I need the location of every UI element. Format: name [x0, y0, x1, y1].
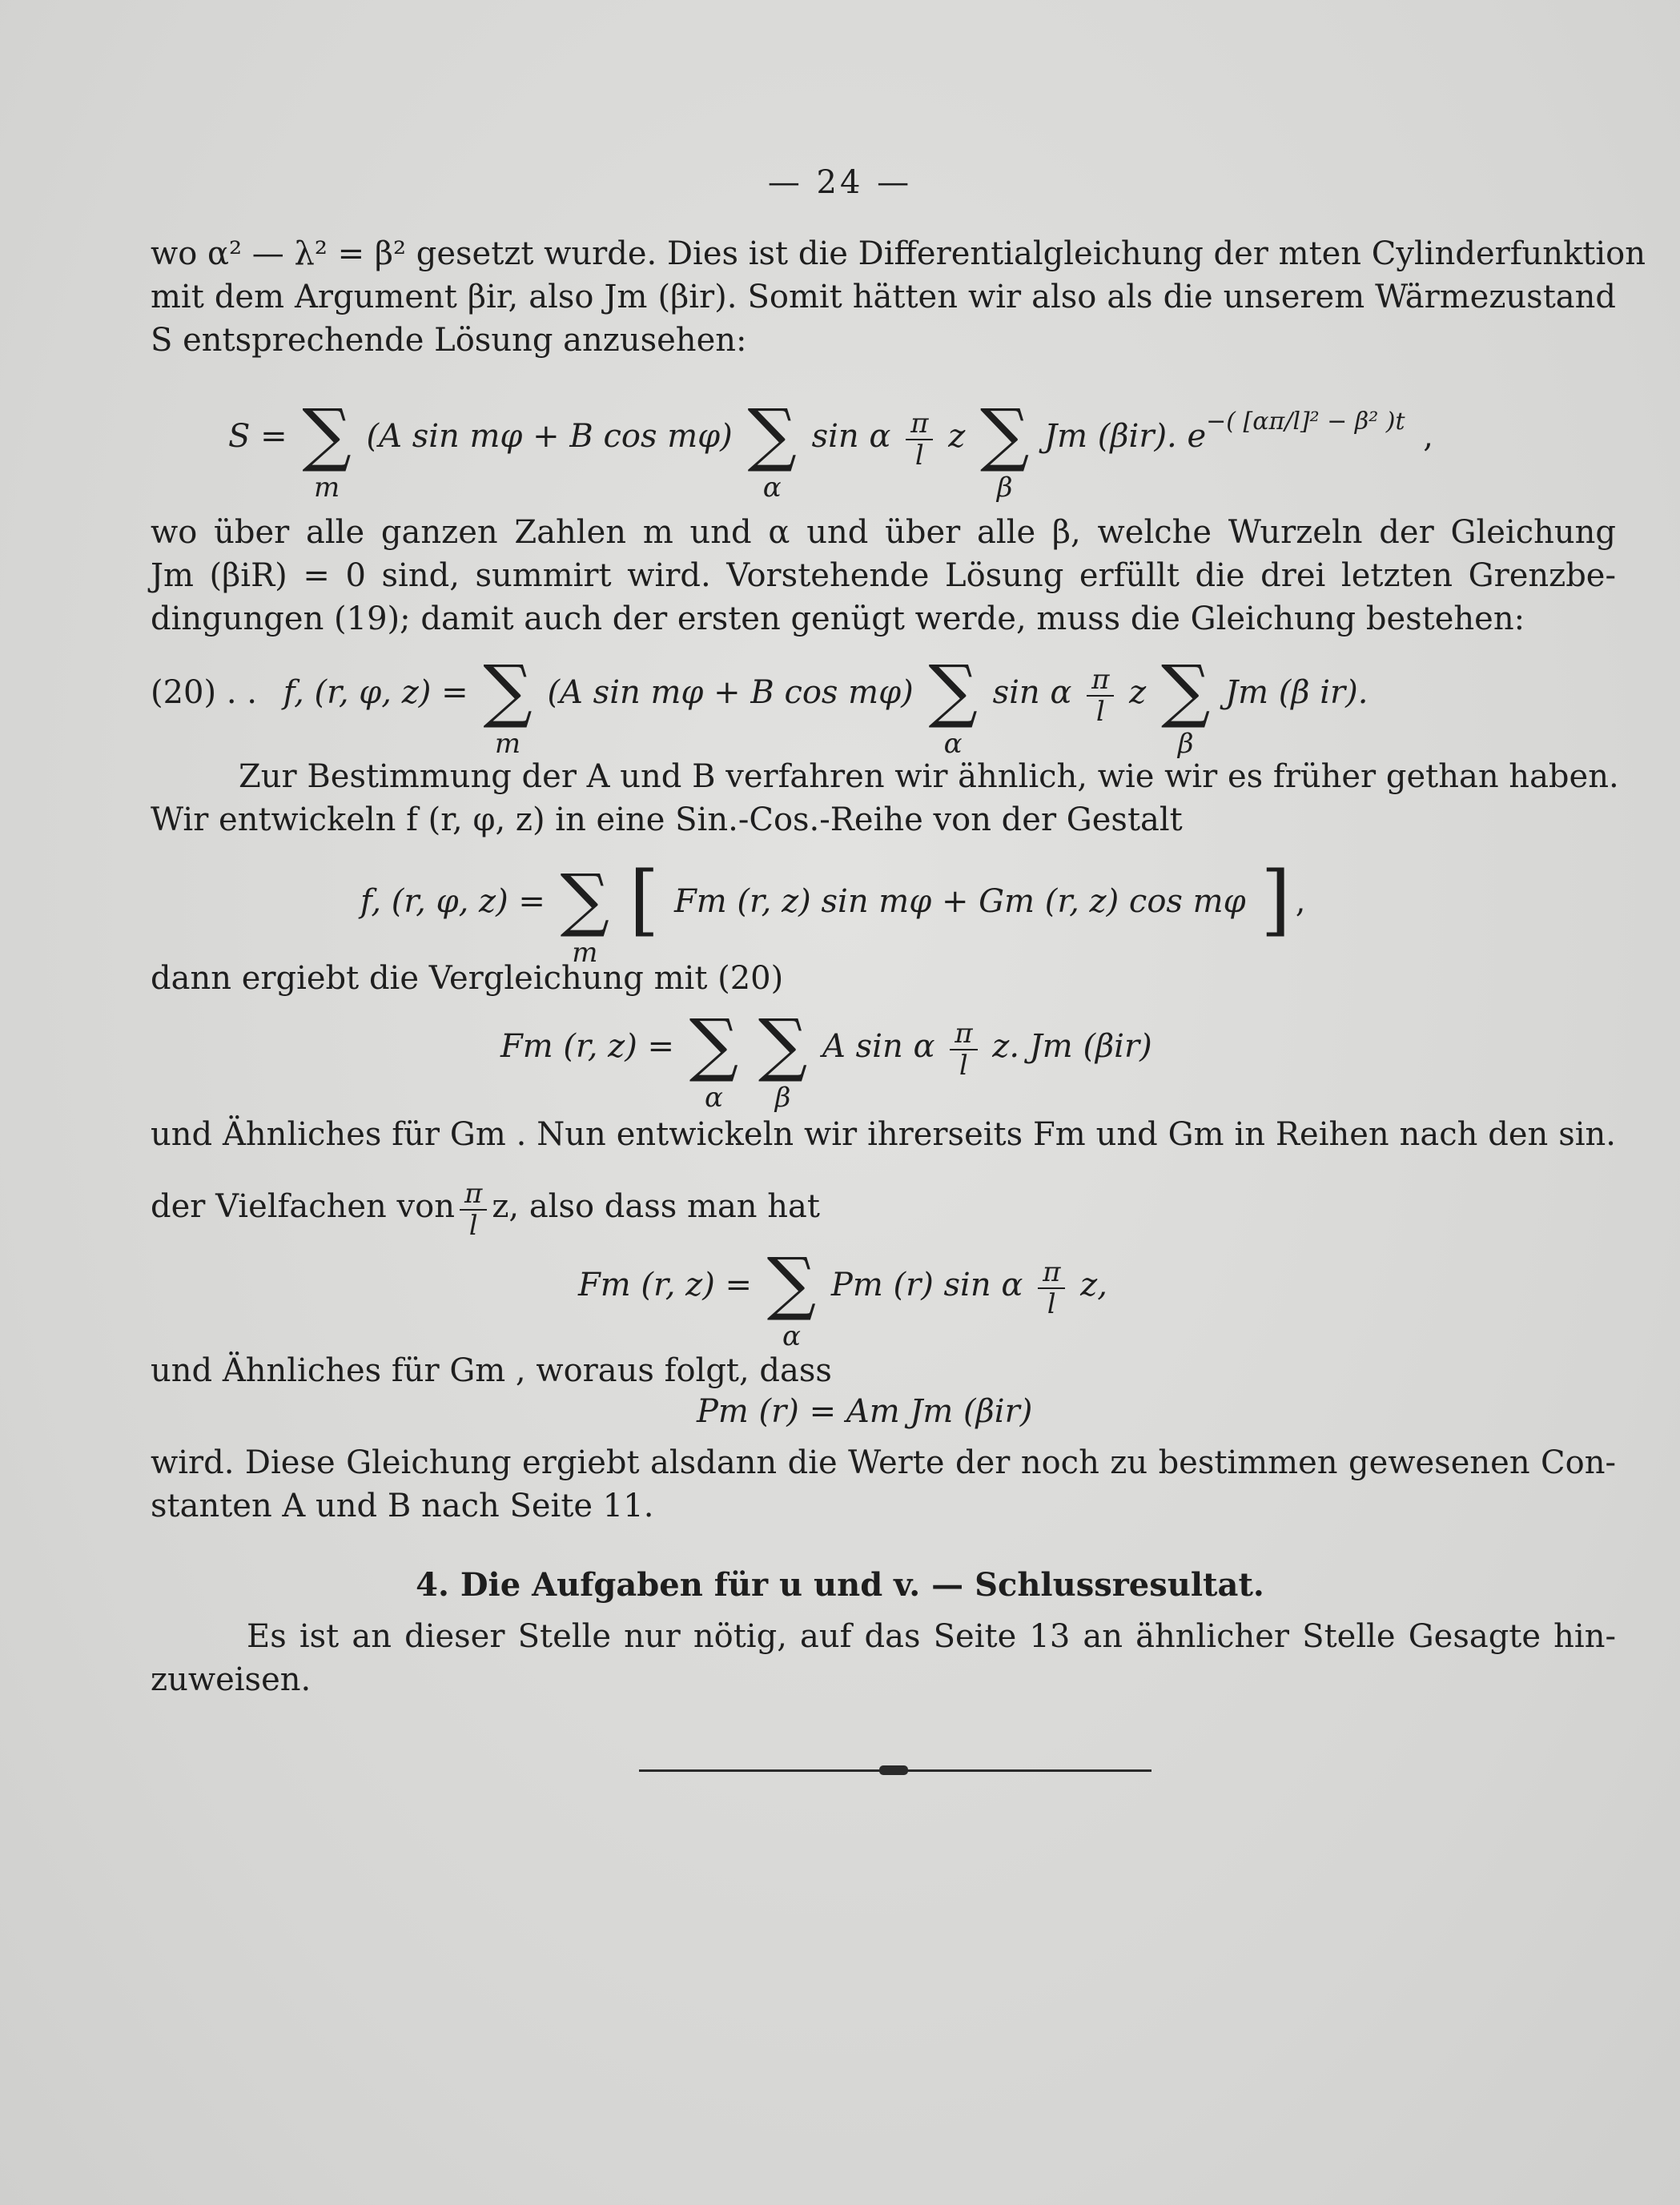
paragraph-6	[151, 1349, 1616, 1392]
fraction-numerator: π	[950, 1018, 977, 1050]
sum-symbol: ∑ β	[980, 395, 1030, 504]
paragraph-3	[151, 755, 1619, 841]
fraction-denominator: l	[1095, 696, 1105, 728]
fraction	[460, 1179, 487, 1241]
sum-index: β	[774, 1082, 791, 1114]
text-line: wo α² — λ² = β² gesetzt wurde. Dies ist die Differentialgleichung der mten Cylinderfunktion	[151, 235, 1646, 272]
text-line	[151, 1178, 1616, 1242]
equation-term: Pm (r) sin α	[830, 1267, 1023, 1303]
paragraph-8	[151, 1615, 1616, 1701]
fraction-numerator: π	[460, 1179, 487, 1211]
left-bracket: [	[629, 855, 660, 945]
page-number: — 24 —	[767, 164, 913, 201]
equation-term: A sin α	[822, 1028, 935, 1065]
sum-symbol: ∑ m	[483, 651, 533, 760]
fraction-numerator: π	[1087, 665, 1114, 697]
fraction	[950, 1018, 977, 1081]
fraction-denominator: l	[468, 1210, 478, 1242]
equation-term: Jm (β ir).	[1225, 674, 1369, 711]
text-line: mit dem Argument βir, also Jm (βir). Somit hätten wir also als die unserem Wärmezustand	[151, 279, 1616, 315]
equation-term: (A sin mφ + B cos mφ)	[366, 418, 733, 455]
sum-symbol: ∑ α	[928, 651, 978, 760]
fraction	[1038, 1257, 1065, 1319]
equation-term: z,	[1080, 1267, 1107, 1303]
text-line: Zur Bestimmung der A und B verfahren wir ähnlich, wie wir es früher gethan haben.	[239, 758, 1619, 795]
sum-symbol: ∑ α	[766, 1243, 817, 1352]
sum-symbol: ∑ α	[689, 1005, 739, 1114]
text-run: der Vielfachen von	[151, 1188, 455, 1225]
sum-index: m	[572, 937, 598, 969]
text-line: dann ergiebt die Vergleichung mit (20)	[151, 960, 784, 997]
sum-index: β	[1177, 728, 1194, 760]
equation-f-series	[360, 855, 1306, 969]
fraction-numerator: π	[906, 408, 933, 440]
text-line: S entsprechende Lösung anzusehen:	[151, 322, 747, 359]
text-line: stanten A und B nach Seite 11.	[151, 1488, 654, 1524]
equation-lhs: Fm (r, z) =	[500, 1028, 675, 1065]
punctuation: ,	[1295, 883, 1306, 920]
equation-term: Jm (βir). e	[1044, 418, 1207, 455]
sum-symbol: ∑ m	[560, 860, 610, 969]
paragraph-5-line-2	[151, 1178, 1616, 1242]
section-heading: 4. Die Aufgaben für u und v. — Schlussresultat.	[416, 1566, 1264, 1604]
text-line: und Ähnliches für Gm , woraus folgt, dass	[151, 1352, 832, 1389]
paragraph-1	[151, 232, 1646, 362]
paragraph-7	[151, 1441, 1616, 1528]
sum-symbol: ∑ m	[302, 395, 352, 504]
fraction-denominator: l	[1047, 1288, 1056, 1320]
fraction	[1087, 665, 1114, 727]
equation-s	[228, 395, 1433, 504]
sum-index: α	[705, 1082, 723, 1114]
equation-20	[151, 651, 1369, 760]
equation-term: sin α	[992, 674, 1072, 711]
punctuation: ,	[1423, 418, 1433, 455]
equation-lhs: S =	[228, 418, 287, 455]
sum-index: α	[943, 728, 963, 760]
sum-index: α	[762, 472, 782, 504]
equation-term: z	[948, 418, 966, 455]
equation-fm-series	[578, 1243, 1107, 1352]
paragraph-4	[151, 957, 1616, 1000]
text-line: Es ist an dieser Stelle nur nötig, auf das Seite 13 an ähnlicher Stelle Gesagte hin-	[247, 1618, 1616, 1655]
equation-lhs: f, (r, φ, z) =	[283, 674, 468, 711]
right-bracket: ]	[1260, 855, 1291, 945]
text-line: wo über alle ganzen Zahlen m und α und über alle β, welche Wurzeln der Gleichung	[151, 514, 1616, 551]
fraction-numerator: π	[1038, 1257, 1065, 1289]
text-line: wird. Diese Gleichung ergiebt alsdann die Werte der noch zu bestimmen gewesenen Con-	[151, 1444, 1616, 1481]
paragraph-5	[151, 1113, 1616, 1156]
text-line: und Ähnliches für Gm . Nun entwickeln wir ihrerseits Fm und Gm in Reihen nach den sin.	[151, 1116, 1616, 1153]
sum-symbol: ∑ α	[747, 395, 797, 504]
equation-label: (20) . .	[151, 674, 257, 711]
text-line: Wir entwickeln f (r, φ, z) in eine Sin.-Cos.-Reihe von der Gestalt	[151, 801, 1183, 838]
text-line: dingungen (19); damit auch der ersten genügt werde, muss die Gleichung bestehen:	[151, 600, 1525, 637]
equation-term: z. Jm (βir)	[992, 1028, 1152, 1065]
sum-index: α	[782, 1320, 801, 1352]
equation-lhs: f, (r, φ, z) =	[360, 883, 545, 920]
text-run: z, also dass man hat	[492, 1188, 820, 1225]
equation-term: sin α	[811, 418, 891, 455]
equation-term: (A sin mφ + B cos mφ)	[547, 674, 914, 711]
equation-lhs: Fm (r, z) =	[578, 1267, 753, 1303]
divider-ornament	[879, 1765, 908, 1775]
sum-index: m	[313, 472, 340, 504]
fraction	[906, 408, 933, 471]
text-line: zuweisen.	[151, 1661, 311, 1698]
exponent: −( [απ/l]² − β² )t	[1206, 408, 1405, 436]
fraction-denominator: l	[914, 440, 924, 472]
sum-symbol: ∑ β	[1160, 651, 1211, 760]
equation-fm-double-sum	[500, 1005, 1152, 1114]
equation-term: z	[1129, 674, 1147, 711]
paragraph-2	[151, 511, 1616, 641]
sum-index: m	[494, 728, 521, 760]
text-line: Jm (βiR) = 0 sind, summirt wird. Vorstehende Lösung erfüllt die drei letzten Grenzbe-	[151, 557, 1616, 594]
fraction-denominator: l	[959, 1050, 968, 1082]
sum-symbol: ∑ β	[758, 1005, 808, 1114]
equation-pm: Pm (r) = Am Jm (βir)	[697, 1393, 1033, 1430]
equation-term: Fm (r, z) sin mφ + Gm (r, z) cos mφ	[673, 883, 1246, 920]
sum-index: β	[996, 472, 1013, 504]
